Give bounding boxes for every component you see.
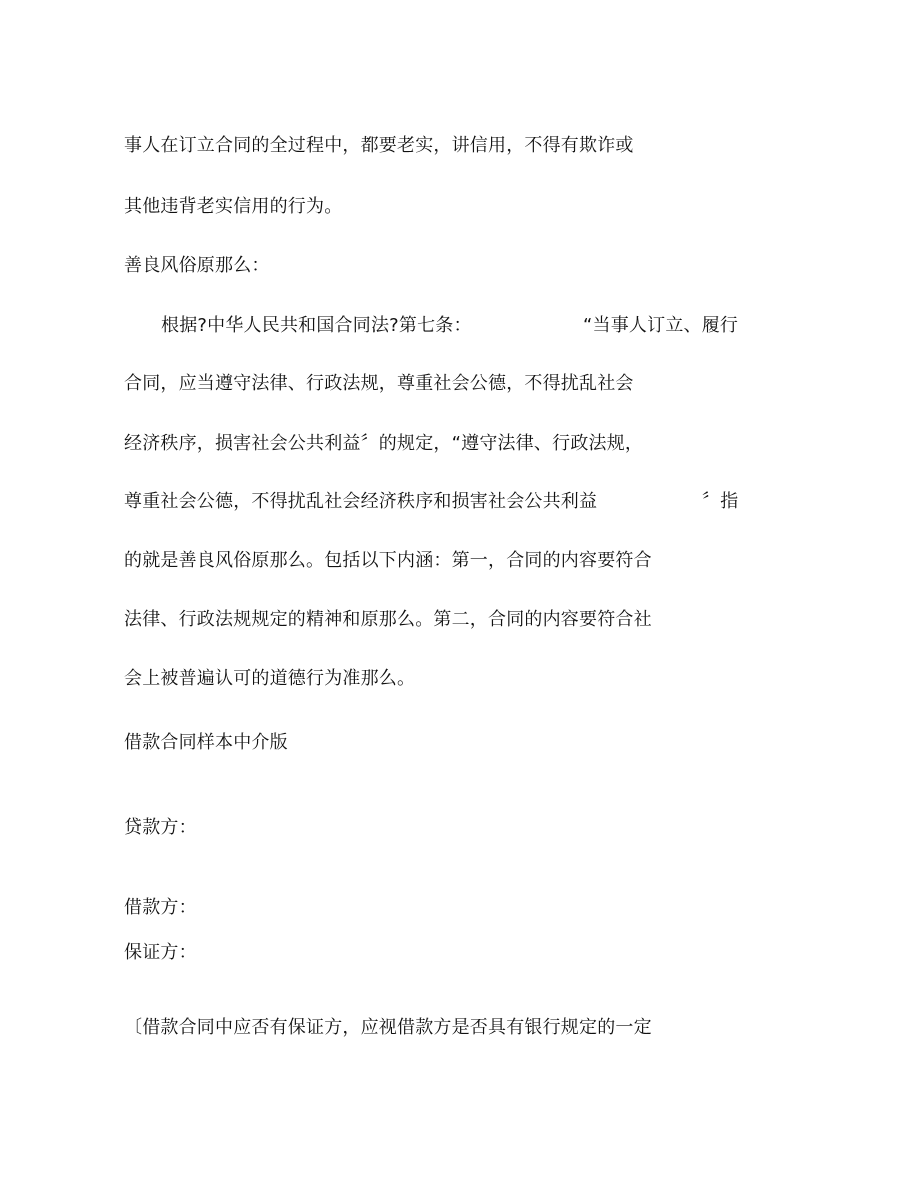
paragraph-text: 尊重社会公德，不得扰乱社会经济秩序和损害社会公共利益	[124, 491, 598, 512]
paragraph-line: 经济秩序，损害社会公共利益〞的规定，“遵守法律、行政法规，	[124, 433, 644, 454]
paragraph-line: 会上被普遍认可的道德行为准那么。	[124, 668, 416, 689]
paragraph-text: 〞指	[702, 491, 739, 512]
paragraph-line: 的就是善良风俗原那么。包括以下内涵：第一，合同的内容要符合	[124, 550, 652, 571]
borrower-label: 借款方：	[124, 897, 197, 918]
section-heading: 善良风俗原那么：	[124, 255, 270, 276]
paragraph-line: 〔借款合同中应否有保证方，应视借款方是否具有银行规定的一定	[124, 1017, 652, 1038]
lender-label: 贷款方：	[124, 817, 197, 838]
quotation-text: “当事人订立、履行	[583, 315, 739, 336]
guarantor-label: 保证方：	[124, 942, 197, 963]
paragraph-line: 合同，应当遵守法律、行政法规，尊重社会公德，不得扰乱社会	[124, 373, 634, 394]
paragraph-text: 根据?中华人民共和国合同法?第七条：	[161, 315, 472, 336]
paragraph-line: 事人在订立合同的全过程中，都要老实，讲信用，不得有欺诈或	[124, 135, 634, 156]
contract-title: 借款合同样本中介版	[124, 732, 288, 753]
paragraph-line: 法律、行政法规规定的精神和原那么。第二，合同的内容要符合社	[124, 609, 652, 630]
paragraph-line: 其他违背老实信用的行为。	[124, 196, 343, 217]
